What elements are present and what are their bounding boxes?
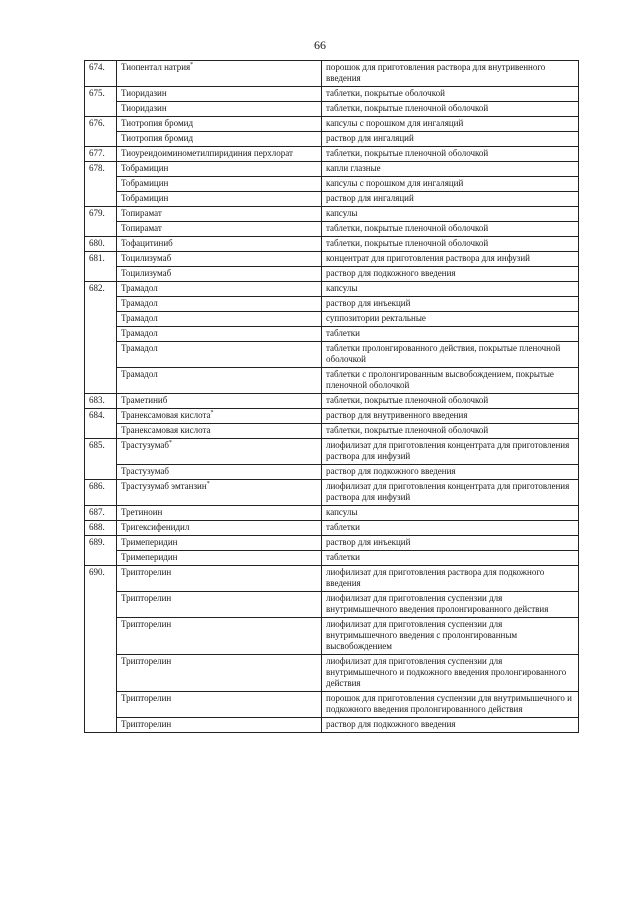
drug-name: Трамадол [121, 298, 158, 308]
drug-name-cell [117, 566, 322, 592]
drug-name-cell [117, 368, 322, 394]
dosage-form: концентрат для приготовления раствора для инфузий [322, 252, 579, 267]
dosage-form: капсулы [322, 506, 579, 521]
table-row [85, 282, 579, 297]
drug-name-cell [117, 536, 322, 551]
row-number [85, 618, 117, 655]
row-number: 683. [85, 394, 117, 409]
row-number [85, 718, 117, 733]
row-number: 688. [85, 521, 117, 536]
row-number [85, 368, 117, 394]
row-number [85, 222, 117, 237]
drug-name: Топирамат [121, 223, 162, 233]
drug-name-cell [117, 424, 322, 439]
drug-name: Топирамат [121, 208, 162, 218]
drug-name-cell [117, 222, 322, 237]
footnote-mark: * [190, 62, 194, 68]
table-row [85, 252, 579, 267]
drug-name: Трамадол [121, 283, 158, 293]
drug-name-cell [117, 439, 322, 465]
footnote-mark: * [206, 481, 210, 487]
dosage-form: раствор для подкожного введения [322, 718, 579, 733]
drug-name-cell [117, 506, 322, 521]
table-row [85, 147, 579, 162]
table-row [85, 551, 579, 566]
dosage-form: таблетки, покрытые оболочкой [322, 87, 579, 102]
table-row [85, 222, 579, 237]
drug-name: Трипторелин [121, 593, 172, 603]
row-number: 689. [85, 536, 117, 551]
drug-name-cell [117, 192, 322, 207]
table-row [85, 162, 579, 177]
row-number [85, 132, 117, 147]
table-row [85, 312, 579, 327]
drug-name-cell [117, 394, 322, 409]
drug-name-cell [117, 480, 322, 506]
dosage-form: таблетки с пролонгированным высвобождением, покрытые пленочной оболочкой [322, 368, 579, 394]
row-number: 684. [85, 409, 117, 424]
drug-name-cell [117, 342, 322, 368]
table-row [85, 117, 579, 132]
dosage-form: раствор для ингаляций [322, 192, 579, 207]
table-row [85, 506, 579, 521]
dosage-form: суппозитории ректальные [322, 312, 579, 327]
drug-name: Трамадол [121, 328, 158, 338]
dosage-form: лиофилизат для приготовления суспензии для внутримышечного и подкожного введения пролонгированного действия [322, 655, 579, 692]
drug-name-cell [117, 409, 322, 424]
table-row [85, 394, 579, 409]
table-row [85, 102, 579, 117]
dosage-form: лиофилизат для приготовления суспензии для внутримышечного введения с пролонгированным высвобождением [322, 618, 579, 655]
drug-name: Тиоридазин [121, 88, 167, 98]
row-number: 677. [85, 147, 117, 162]
drug-name-cell [117, 237, 322, 252]
drug-name-cell [117, 282, 322, 297]
drug-name: Тобрамицин [121, 193, 169, 203]
table-row [85, 618, 579, 655]
dosage-form: порошок для приготовления суспензии для внутримышечного и подкожного введения пролонгированного действия [322, 692, 579, 718]
table-row [85, 132, 579, 147]
dosage-form: капсулы с порошком для ингаляций [322, 117, 579, 132]
dosage-form: таблетки, покрытые пленочной оболочкой [322, 424, 579, 439]
table-row [85, 368, 579, 394]
row-number [85, 342, 117, 368]
drug-name-cell [117, 551, 322, 566]
drug-name: Тоцилизумаб [121, 268, 172, 278]
table-row [85, 655, 579, 692]
drug-name-cell [117, 162, 322, 177]
dosage-form: раствор для подкожного введения [322, 267, 579, 282]
drug-name-cell [117, 692, 322, 718]
drug-name: Трипторелин [121, 693, 172, 703]
row-number: 690. [85, 566, 117, 592]
table-row [85, 61, 579, 87]
footnote-mark: * [210, 410, 214, 416]
table-row [85, 87, 579, 102]
drug-name: Тиотропия бромид [121, 133, 194, 143]
drug-name: Тобрамицин [121, 178, 169, 188]
drug-table [84, 60, 579, 733]
table-row [85, 465, 579, 480]
table-row [85, 439, 579, 465]
drug-name-cell [117, 87, 322, 102]
drug-name: Трипторелин [121, 719, 172, 729]
dosage-form: таблетки [322, 551, 579, 566]
table-row [85, 342, 579, 368]
drug-name: Траметиниб [121, 395, 168, 405]
drug-name: Тиоуреидоиминометилпиридиния перхлорат [121, 148, 293, 158]
dosage-form: таблетки, покрытые пленочной оболочкой [322, 237, 579, 252]
dosage-form: лиофилизат для приготовления раствора для подкожного введения [322, 566, 579, 592]
drug-name: Транексамовая кислота [121, 425, 211, 435]
drug-name: Трамадол [121, 343, 158, 353]
drug-name-cell [117, 312, 322, 327]
drug-name: Тоцилизумаб [121, 253, 172, 263]
table-row [85, 177, 579, 192]
drug-name-cell [117, 207, 322, 222]
drug-name: Тримеперидин [121, 537, 178, 547]
dosage-form: раствор для инъекций [322, 297, 579, 312]
dosage-form: таблетки пролонгированного действия, покрытые пленочной оболочкой [322, 342, 579, 368]
row-number: 676. [85, 117, 117, 132]
dosage-form: лиофилизат для приготовления концентрата для приготовления раствора для инфузий [322, 480, 579, 506]
drug-name: Трастузумаб [121, 440, 169, 450]
dosage-form: порошок для приготовления раствора для внутривенного введения [322, 61, 579, 87]
row-number: 675. [85, 87, 117, 102]
drug-name: Трастузумаб эмтанзин [121, 481, 207, 491]
row-number [85, 465, 117, 480]
drug-name-cell [117, 132, 322, 147]
row-number [85, 327, 117, 342]
table-row [85, 718, 579, 733]
table-row [85, 592, 579, 618]
dosage-form: таблетки, покрытые пленочной оболочкой [322, 102, 579, 117]
drug-name-cell [117, 655, 322, 692]
drug-name: Транексамовая кислота [121, 410, 211, 420]
dosage-form: капсулы [322, 207, 579, 222]
row-number [85, 551, 117, 566]
table-row [85, 536, 579, 551]
row-number [85, 192, 117, 207]
dosage-form: раствор для ингаляций [322, 132, 579, 147]
drug-name: Тригексифенидил [121, 522, 190, 532]
dosage-form: капсулы [322, 282, 579, 297]
table-row [85, 207, 579, 222]
page-number: 66 [314, 38, 326, 52]
drug-name: Третиноин [121, 507, 163, 517]
drug-name: Трипторелин [121, 619, 172, 629]
drug-name: Тримеперидин [121, 552, 178, 562]
row-number [85, 312, 117, 327]
drug-name-cell [117, 465, 322, 480]
drug-name: Тиоридазин [121, 103, 167, 113]
dosage-form: таблетки [322, 521, 579, 536]
row-number: 680. [85, 237, 117, 252]
drug-name: Трипторелин [121, 567, 172, 577]
drug-name-cell [117, 252, 322, 267]
dosage-form: таблетки, покрытые пленочной оболочкой [322, 147, 579, 162]
drug-name-cell [117, 61, 322, 87]
table-row [85, 566, 579, 592]
table-row [85, 692, 579, 718]
drug-name: Тобрамицин [121, 163, 169, 173]
row-number: 686. [85, 480, 117, 506]
dosage-form: лиофилизат для приготовления суспензии для внутримышечного введения пролонгированного действия [322, 592, 579, 618]
row-number [85, 297, 117, 312]
row-number [85, 267, 117, 282]
dosage-form: капсулы с порошком для ингаляций [322, 177, 579, 192]
drug-name-cell [117, 102, 322, 117]
table-row [85, 327, 579, 342]
dosage-form: таблетки [322, 327, 579, 342]
row-number: 679. [85, 207, 117, 222]
drug-name-cell [117, 267, 322, 282]
row-number: 678. [85, 162, 117, 177]
dosage-form: лиофилизат для приготовления концентрата для приготовления раствора для инфузий [322, 439, 579, 465]
drug-name-cell [117, 177, 322, 192]
dosage-form: таблетки, покрытые пленочной оболочкой [322, 394, 579, 409]
table-row [85, 192, 579, 207]
table-row [85, 480, 579, 506]
table-row [85, 409, 579, 424]
drug-name: Трастузумаб [121, 466, 169, 476]
drug-name-cell [117, 117, 322, 132]
drug-name: Трамадол [121, 313, 158, 323]
row-number: 681. [85, 252, 117, 267]
dosage-form: раствор для инъекций [322, 536, 579, 551]
drug-name: Тофацитиниб [121, 238, 173, 248]
drug-name-cell [117, 618, 322, 655]
dosage-form: капли глазные [322, 162, 579, 177]
drug-name-cell [117, 521, 322, 536]
row-number [85, 592, 117, 618]
footnote-mark: * [168, 440, 172, 446]
table-row [85, 297, 579, 312]
row-number [85, 424, 117, 439]
table-row [85, 521, 579, 536]
table-row [85, 424, 579, 439]
drug-name: Тиопентал натрия [121, 62, 191, 72]
drug-name-cell [117, 297, 322, 312]
drug-name: Трипторелин [121, 656, 172, 666]
table-row [85, 237, 579, 252]
row-number [85, 102, 117, 117]
drug-name-cell [117, 147, 322, 162]
drug-name: Тиотропия бромид [121, 118, 194, 128]
row-number: 674. [85, 61, 117, 87]
row-number: 682. [85, 282, 117, 297]
row-number [85, 177, 117, 192]
dosage-form: раствор для внутривенного введения [322, 409, 579, 424]
table-row [85, 267, 579, 282]
row-number [85, 692, 117, 718]
drug-name-cell [117, 718, 322, 733]
dosage-form: таблетки, покрытые пленочной оболочкой [322, 222, 579, 237]
dosage-form: раствор для подкожного введения [322, 465, 579, 480]
drug-name-cell [117, 327, 322, 342]
drug-name: Трамадол [121, 369, 158, 379]
row-number [85, 655, 117, 692]
drug-name-cell [117, 592, 322, 618]
row-number: 685. [85, 439, 117, 465]
row-number: 687. [85, 506, 117, 521]
